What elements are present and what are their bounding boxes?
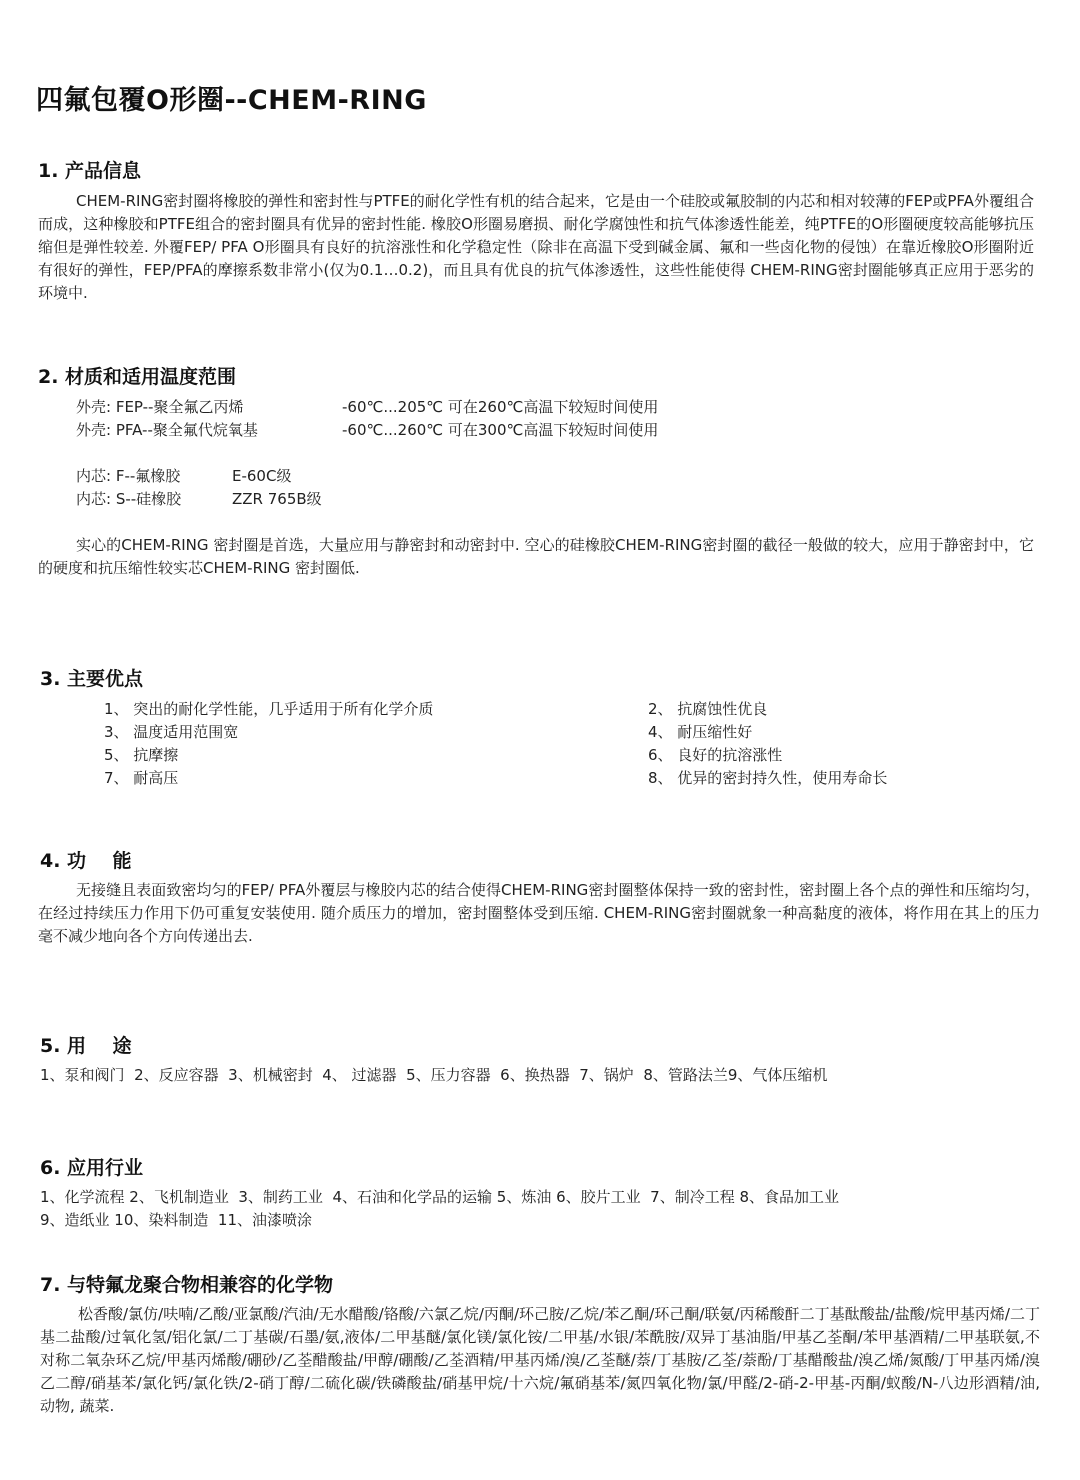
industries-line: 1、化学流程 2、飞机制造业 3、制药工业 4、石油和化学品的运输 5、炼油 6、胶片工业 7、制冷工程 8、食品加工业 bbox=[40, 1188, 840, 1206]
section-heading-function: 4. 功 能 bbox=[40, 850, 132, 872]
section-heading-industries: 6. 应用行业 bbox=[40, 1157, 144, 1179]
advantage-item: 4、 耐压缩性好 bbox=[648, 723, 753, 741]
material-name: 外壳: PFA--聚全氟代烷氧基 bbox=[76, 421, 258, 439]
advantage-item: 3、 温度适用范围宽 bbox=[104, 723, 239, 741]
section-body-compatible-chemicals: 松香酸/氯仿/呋喃/乙酸/亚氯酸/汽油/无水醋酸/铬酸/六氯乙烷/丙酮/环己胺/乙烷/苯乙酮/环己酮/联氨/丙稀酸酐二丁基酞酸盐/盐酸/烷甲基丙烯/二丁基二盐酸/过氧化氢/铝化氯/二丁基碳/石墨/氨,液体/二甲基醚/氯化镁/氯化铵/二甲基/水银/苯酰胺/双异丁基油脂/甲基乙荃酮/苯甲基酒精/二甲基联氨,不对称二氧杂环乙烷/甲基丙烯酸/硼砂/乙荃醋酸盐/甲醇/硼酸/乙荃酒精/甲基丙烯/溴/乙荃醚/萘/丁基胺/乙荃/萘酚/丁基醋酸盐/溴乙烯/氮酸/丁甲基丙烯/溴乙二醇/硝基苯/氯化钙/氯化铁/2-硝丁醇/二硫化碳/铁磷酸盐/硝基甲烷/十六烷/氟硝基苯/氮四氧化物/氯/甲醛/2-硝-2-甲基-丙酮/蚁酸/N-八边形酒精/油, 动物, 蔬菜. bbox=[40, 1305, 1040, 1415]
industries-line: 9、造纸业 10、染料制造 11、油漆喷涂 bbox=[40, 1211, 313, 1229]
section-body-product-info: CHEM-RING密封圈将橡胶的弹性和密封性与PTFE的耐化学性有机的结合起来，它是由一个硅胶或氟胶制的内芯和相对较薄的FEP或PFA外覆组合而成，这种橡胶和PTFE组合的密封圈具有优异的密封性能. 橡胶O形圈易磨损、耐化学腐蚀性和抗气体渗透性能差，纯PTFE的O形圈硬度较高能够抗压缩但是弹性较差. 外覆FEP/ PFA O形圈具有良好的抗溶涨性和化学稳定性（除非在高温下受到碱金属、氟和一些卤化物的侵蚀）在靠近橡胶O形圈附近有很好的弹性，FEP/PFA的摩擦系数非常小(仅为0.1…0.2)，而且具有优良的抗气体渗透性，这些性能使得 CHEM-RING密封圈能够真正应用于恶劣的环境中. bbox=[38, 192, 1034, 302]
material-name: 外壳: FEP--聚全氟乙丙烯 bbox=[76, 398, 244, 416]
section-body-function: 无接缝且表面致密均匀的FEP/ PFA外覆层与橡胶内芯的结合使得CHEM-RING密封圈整体保持一致的密封性，密封圈上各个点的弹性和压缩均匀，在经过持续压力作用下仍可重复安装使用. 随介质压力的增加，密封圈整体受到压缩. CHEM-RING密封圈就象一种高黏度的液体，将作用在其上的压力毫不减少地向各个方向传递出去. bbox=[38, 881, 1040, 945]
advantage-item: 7、 耐高压 bbox=[104, 769, 179, 787]
page-title: 四氟包覆O形圈--CHEM-RING bbox=[36, 85, 427, 116]
core-grade: E-60C级 bbox=[232, 467, 292, 485]
material-range: -60℃...260℃ 可在300℃高温下较短时间使用 bbox=[342, 421, 659, 439]
section-heading-materials: 2. 材质和适用温度范围 bbox=[38, 366, 237, 388]
advantage-item: 5、 抗摩擦 bbox=[104, 746, 179, 764]
material-range: -60℃...205℃ 可在260℃高温下较短时间使用 bbox=[342, 398, 659, 416]
advantage-item: 1、 突出的耐化学性能，几乎适用于所有化学介质 bbox=[104, 700, 434, 718]
core-name: 内芯: S--硅橡胶 bbox=[76, 490, 182, 508]
section-heading-uses: 5. 用 途 bbox=[40, 1035, 132, 1057]
advantage-item: 2、 抗腐蚀性优良 bbox=[648, 700, 768, 718]
core-grade: ZZR 765B级 bbox=[232, 490, 322, 508]
section-body-materials: 实心的CHEM-RING 密封圈是首选，大量应用与静密封和动密封中. 空心的硅橡胶CHEM-RING密封圈的截径一般做的较大，应用于静密封中，它的硬度和抗压缩性较实芯CHEM-RING 密封圈低. bbox=[38, 536, 1034, 577]
advantage-item: 6、 良好的抗溶涨性 bbox=[648, 746, 783, 764]
section-heading-compatible-chemicals: 7. 与特氟龙聚合物相兼容的化学物 bbox=[40, 1274, 334, 1296]
uses-list: 1、泵和阀门 2、反应容器 3、机械密封 4、 过滤器 5、压力容器 6、换热器 7、锅炉 8、管路法兰9、气体压缩机 bbox=[40, 1066, 828, 1084]
section-heading-product-info: 1. 产品信息 bbox=[38, 160, 142, 182]
advantage-item: 8、 优异的密封持久性，使用寿命长 bbox=[648, 769, 888, 787]
core-name: 内芯: F--氟橡胶 bbox=[76, 467, 181, 485]
section-heading-advantages: 3. 主要优点 bbox=[40, 668, 144, 690]
